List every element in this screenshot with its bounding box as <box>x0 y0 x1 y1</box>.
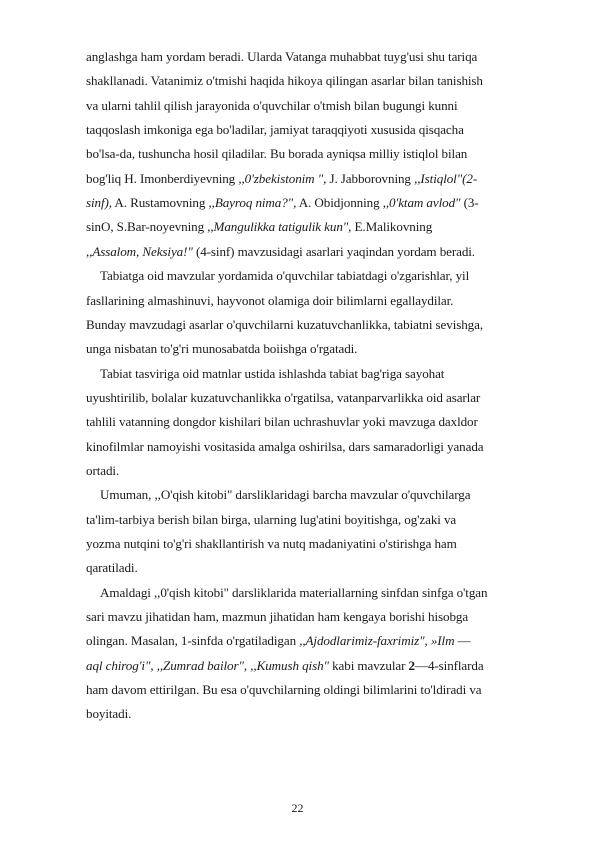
italic-text-run: ,,Istiqlol"(2- <box>414 170 478 186</box>
text-run: E.Malikovning <box>351 219 433 235</box>
text-run: taqqoslash imkoniga ega bo'ladilar, jamiyat taraqqiyoti xususida qisqacha <box>86 122 464 138</box>
text-run: Umuman, ,,O'qish kitobi" darsliklaridagi barcha mavzular o'quvchilarga <box>100 487 471 503</box>
text-run: Tabiat tasviriga oid matnlar ustida ishlashda tabiat bag'riga sayohat <box>100 365 445 381</box>
text-run: ortadi. <box>86 462 120 478</box>
text-line <box>86 439 483 455</box>
text-run: kabi mavzular <box>328 657 409 673</box>
text-line <box>86 98 458 114</box>
text-line <box>86 658 484 674</box>
text-line <box>100 366 444 382</box>
text-line <box>86 463 119 479</box>
text-run: boyitadi. <box>86 706 132 722</box>
page-number: 22 <box>291 801 304 815</box>
text-run: anglashga ham yordam beradi. Ularda Vatanga muhabbat tuyg'usi shu tariqa <box>86 49 478 64</box>
text-run: Amaldagi ,,0'qish kitobi" darsliklarida materiallarning sinfdan sinfga o'tgan <box>100 584 488 600</box>
text-line <box>100 487 470 503</box>
text-run: uyushtirilib, bolalar kuzatuvchanlikka o'rgatilsa, vatanparvarlikka oid asarlar <box>86 389 481 405</box>
text-line <box>86 73 483 89</box>
text-line <box>86 706 131 722</box>
text-line <box>86 390 480 406</box>
text-line <box>86 341 357 357</box>
text-run: bog'liq H. Imonberdiyevning <box>86 170 239 186</box>
text-run: bo'lsa-da, tushuncha hosil qiladilar. Bu borada ayniqsa milliy istiqlol bilan <box>86 146 468 162</box>
text-line <box>86 49 477 65</box>
italic-text-run: ,,0'ktam avlod" <box>382 195 461 211</box>
italic-text-run: ,,Bayroq nima?", <box>208 195 297 211</box>
text-run: unga nisbatan to'g'ri munosabatda boiishga o'rgatadi. <box>86 341 358 357</box>
text-line <box>100 268 469 284</box>
text-line <box>86 414 478 430</box>
text-line <box>86 146 467 162</box>
text-line <box>86 171 477 187</box>
text-run: (3- <box>460 195 479 211</box>
text-line <box>86 122 464 138</box>
text-run: A. Obidjonning <box>296 195 383 211</box>
text-line <box>86 244 475 260</box>
text-line <box>86 633 471 649</box>
text-line <box>86 219 432 235</box>
text-run: qaratiladi. <box>86 560 138 576</box>
text-run: olingan. Masalan, 1-sinfda o'rgatiladigan <box>86 633 300 649</box>
italic-text-run: ,,Ajdodlarimiz-faxrimiz", »Ilm <box>299 633 455 649</box>
text-line <box>86 560 138 576</box>
text-run: Bunday mavzudagi asarlar o'quvchilarni kuzatuvchanlikka, tabiatni sevishga, <box>86 316 484 332</box>
text-line <box>86 195 479 211</box>
text-line <box>100 585 487 601</box>
text-run: kinofilmlar namoyishi vositasida amalga oshirilsa, dars samaradorligi yanada <box>86 438 484 454</box>
text-run: tahlili vatanning dongdor kishilari bilan uchrashuvlar yoki mavzuga daxldor <box>86 414 478 430</box>
text-run: va ularni tahlil qilish jarayonida o'quvchilar o'tmish bilan bugungi kunni <box>86 97 458 113</box>
text-line <box>86 512 456 528</box>
text-run: —4-sinflarda <box>414 657 484 673</box>
text-run: (4-sinf) mavzusidagi asarlari yaqindan yordam beradi. <box>192 243 475 259</box>
text-line <box>86 536 457 552</box>
italic-text-run: ,,Assalom, Neksiya!" <box>86 243 193 259</box>
text-run: yozma nutqini to'g'ri shakllantirish va nutq madaniyatini o'stirishga ham <box>86 536 457 551</box>
text-run: shakllanadi. Vatanimiz o'tmishi haqida hikoya qilingan asarlar bilan tanishish <box>86 73 483 89</box>
text-run: sinO, S.Bar-noyevning <box>86 219 208 235</box>
text-run: J. Jabborovning <box>326 170 415 186</box>
text-line <box>86 682 481 698</box>
italic-text-run: ,,0'zbekistonim ", <box>238 170 327 186</box>
bold-text-run: 2 <box>408 657 415 673</box>
text-run: — <box>454 633 471 649</box>
text-run: ta'lim-tarbiya berish bilan birga, ularning lug'atini boyitishga, og'zaki va <box>86 511 457 527</box>
text-line <box>86 293 453 309</box>
text-run: Tabiatga oid mavzular yordamida o'quvchilar tabiatdagi o'zgarishlar, yil <box>100 268 470 284</box>
italic-text-run: ,,Mangulikka tatigulik kun", <box>207 219 352 235</box>
text-run: sari mavzu jihatidan ham, mazmun jihatidan ham kengaya borishi hisobga <box>86 609 469 625</box>
text-line <box>86 317 483 333</box>
text-run: ham davom ettirilgan. Bu esa o'quvchilarning oldingi bilimlarini to'ldiradi va <box>86 682 482 698</box>
text-line <box>86 609 468 625</box>
italic-text-run: sinf), <box>86 195 112 211</box>
italic-text-run: aql chirog'i", ,,Zumrad bailor", ,,Kumush qish" <box>86 657 329 673</box>
text-run: A. Rustamovning <box>111 195 209 211</box>
text-run: fasllarining almashinuvi, hayvonot olamiga doir bilimlarni egallaydilar. <box>86 292 454 308</box>
